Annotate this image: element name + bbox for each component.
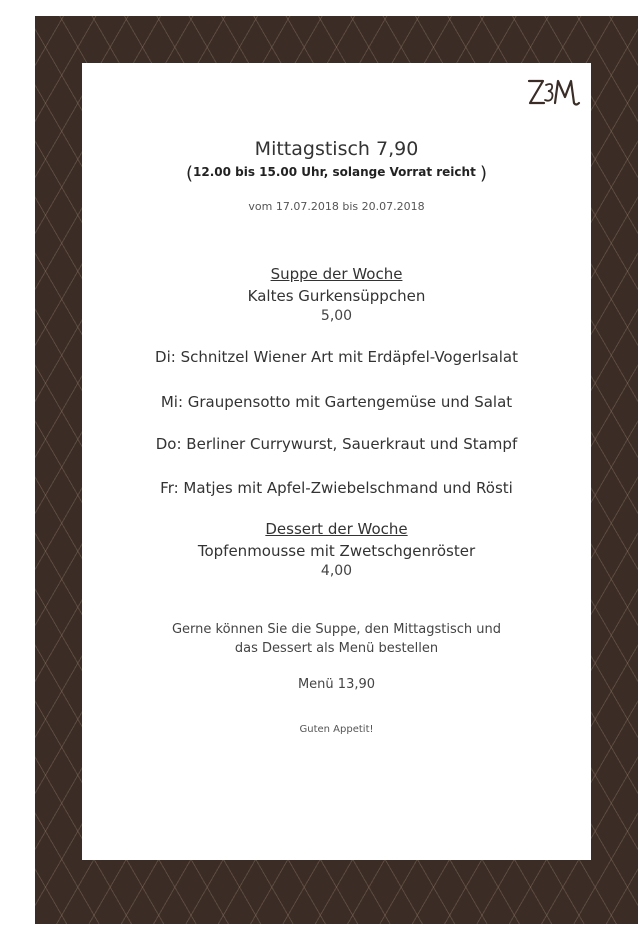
menu-note-line-2: das Dessert als Menü bestellen	[234, 641, 439, 656]
menu-note-line-1: Gerne können Sie die Suppe, den Mittagstisch und	[171, 622, 502, 637]
opening-hours	[82, 163, 591, 184]
dessert-heading: Dessert der Woche	[265, 520, 408, 538]
dessert-price: 4,00	[320, 563, 353, 579]
hours-text: 12.00 bis 15.00 Uhr, solange Vorrat reicht	[193, 165, 476, 179]
dessert-name: Topfenmousse mit Zwetschgenröster	[197, 542, 476, 560]
restaurant-logo	[525, 73, 581, 109]
menu-card	[82, 63, 591, 860]
day-item-friday: Fr: Matjes mit Apfel-Zwiebelschmand und Rösti	[160, 479, 513, 497]
hours-close-paren: )	[480, 163, 488, 184]
day-item-thursday: Do: Berliner Currywurst, Sauerkraut und Stampf	[155, 435, 518, 453]
soup-heading: Suppe der Woche	[270, 265, 403, 283]
page-title: Mittagstisch 7,90	[254, 138, 419, 160]
day-item-tuesday: Di: Schnitzel Wiener Art mit Erdäpfel-Vogerlsalat	[155, 348, 518, 366]
date-period: vom 17.07.2018 bis 20.07.2018	[248, 200, 425, 213]
closing-greeting: Guten Appetit!	[299, 724, 374, 735]
day-item-wednesday: Mi: Graupensotto mit Gartengemüse und Salat	[160, 393, 513, 411]
menu-price: Menü 13,90	[297, 677, 376, 692]
hours-open-paren: (	[185, 163, 193, 184]
soup-name: Kaltes Gurkensüppchen	[247, 287, 426, 305]
soup-price: 5,00	[320, 308, 353, 324]
